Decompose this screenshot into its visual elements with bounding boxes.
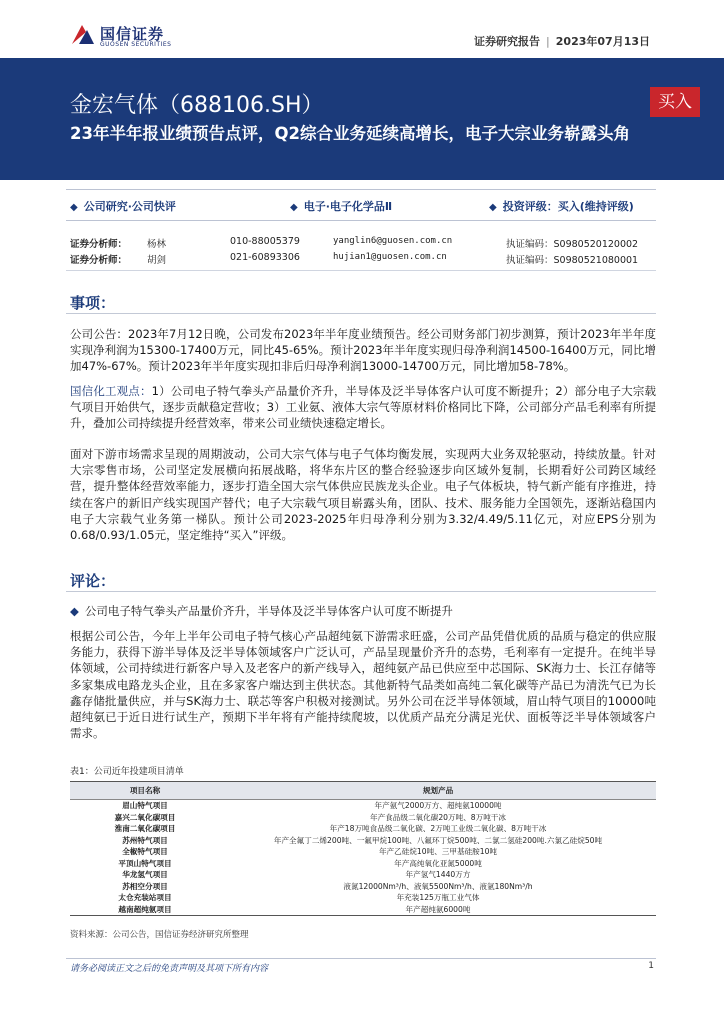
- table-row: 嘉兴二氧化碳项目 年产食品级二氧化碳20万吨、8万吨干冰: [114, 812, 506, 822]
- table-row: 越南超纯氨项目 年产超纯氨6000吨: [70, 904, 656, 916]
- analyst-row: 证券分析师： 胡剑 021-60893306 hujian1@guosen.com.cn 执证编码：S0980521080001: [70, 252, 639, 266]
- table-row: 淮南二氧化碳项目 年产18万吨食品级二氧化碳、2万吨工业级二氧化碳、8万吨干冰: [114, 824, 547, 833]
- report-type: 证券研究报告: [474, 35, 541, 48]
- table-header: 规划产品: [220, 782, 656, 800]
- report-date: 2023年07月13日: [555, 35, 650, 48]
- table-row: 苏州特气项目 年产全氟丁二烯200吨、一氟甲烷100吨、八氟环丁烷500吨、二氯二氢硅200吨.六氯乙硅烷50吨: [122, 835, 603, 845]
- table-row: 全椒特气项目 年产乙硅烷10吨、三甲基硅胺10吨: [122, 847, 498, 856]
- analyst-row: 证券分析师： 杨林 010-88005379 yanglin6@guosen.com.cn 执证编码：S0980520120002: [70, 236, 639, 250]
- category-divider-bottom: [66, 220, 656, 221]
- view-label: 国信化工观点：: [70, 384, 152, 398]
- comment-paragraph: 根据公司公告，今年上半年公司电子特气核心产品超纯氨下游需求旺盛，公司产品凭借优质的品质与稳定的供应服务能力，获得下游半导体及泛半导体领域客户广泛认可，产品呈现量价齐升的态势，毛利率有一定提升。在纯半导体领域，公司持续进行新客户导入及老客户的新产线导入，超纯氨产品已供应至中芯国际、SK海力士、长江存储等多家集成电路龙头企业，且在多家客户端达到主供状态。其他新特气品类如高纯二氧化碳等产品已为清洗气已为长鑫存储批量供应，并与SK海力士、联芯等客户积极对接测试。另外公司在泛半导体领域，眉山特气项目的10000吨超纯氨已于近日进行试生产，预期下半年将有产能持续爬坡，以优质产品充分满足光伏、面板等泛半导体领域客户需求。: [70, 629, 656, 741]
- category-rating: ◆ 投资评级：买入(维持评级): [489, 200, 634, 213]
- category-divider-top: [66, 189, 656, 190]
- report-subtitle: 23年半年报业绩预告点评，Q2综合业务延续高增长，电子大宗业务崭露头角: [70, 124, 630, 143]
- view-paragraph: 国信化工观点：1）公司电子特气拳头产品量价齐升，半导体及泛半导体客户认可度不断提升；2）部分电子大宗载气项目开始供气，逐步贡献稳定营收；3）工业氨、液体大宗气等原材料价格同比下降，公司部分产品毛利率有所提升，叠加公司持续提升经营效率，带来公司业绩快速稳定增长。: [70, 384, 656, 431]
- analyst-phone: 021-60893306: [230, 252, 300, 263]
- section-heading-comment: 评论：: [70, 572, 116, 590]
- analyst-email[interactable]: hujian1@guosen.com.cn: [333, 252, 447, 262]
- outlook-paragraph: 面对下游市场需求呈现的周期波动，公司大宗气体与电子气体均衡发展，实现两大业务双轮驱动，持续放量。针对大宗零售市场，公司坚定发展横向拓展战略，将华东片区的整合经验逐步向区域外复制，长期看好公司跨区域经营，提升整体经营效率能力，逐步打造全国大宗气体供应民族龙头企业。电子气体板块，特气新产能有序推进，持续在客户的新旧产线实现国产替代；电子大宗载气项目崭露头角，团队、技术、服务能力全国领先，逐渐站稳国内电子大宗载气业务第一梯队。预计公司2023-2025年归母净利分别为3.32/4.49/5.11亿元，对应EPS分别为0.68/0.93/1.05元，坚定维持“买入”评级。: [70, 447, 656, 543]
- table-title: 表1：公司近年投建项目清单: [70, 767, 184, 777]
- guosen-logo-icon: [70, 22, 96, 48]
- category-industry: ◆ 电子·电子化学品Ⅱ: [290, 200, 393, 213]
- table-header: 项目名称: [70, 782, 220, 800]
- diamond-icon: ◆: [290, 202, 298, 213]
- guosen-logo: [70, 22, 210, 52]
- table-row: 平顶山特气项目 年产高纯氧化亚氮5000吨: [118, 858, 482, 868]
- section-divider: [66, 591, 656, 592]
- page-number: 1: [648, 961, 654, 971]
- company-title: 金宏气体（688106.SH）: [70, 93, 324, 118]
- table-row: 苏相空分项目 液氮12000Nm³/h、液氧5500Nm³/h、液氩180Nm³/h: [122, 881, 533, 891]
- analyst-email[interactable]: yanglin6@guosen.com.cn: [333, 236, 453, 246]
- analyst-name: 杨林: [147, 239, 167, 250]
- footer-divider: [66, 958, 656, 959]
- diamond-icon: ◆: [489, 202, 497, 213]
- table-row: 眉山特气项目 年产氨气2000万方、超纯氨10000吨: [122, 801, 502, 810]
- category-company-research: ◆ 公司研究·公司快评: [70, 200, 176, 213]
- header-meta: 证券研究报告 | 2023年07月13日: [474, 35, 650, 48]
- logo-cn-text: 国信证券: [100, 25, 165, 43]
- logo-en-text: GUOSEN SECURITIES: [100, 41, 172, 48]
- rating-badge: 买入: [650, 87, 700, 117]
- project-table: [70, 781, 656, 916]
- table-row: 太仓充装站项目 年充装125万瓶工业气体: [118, 893, 480, 902]
- title-banner: [0, 58, 724, 180]
- diamond-icon: ◆: [70, 202, 78, 213]
- table-source: 资料来源：公司公告，国信证券经济研究所整理: [70, 930, 249, 940]
- diamond-icon: ◆: [70, 604, 79, 618]
- table-row: 华龙氢气项目 年产氢气1440万方: [122, 870, 471, 879]
- announcement-paragraph: 公司公告：2023年7月12日晚，公司发布2023年半年度业绩预告。经公司财务部门初步测算，预计2023年半年度实现净利润为15300-17400万元，同比45-65%。预计2023年半年度实现归母净利润14500-16400万元，同比增加47%-67%。预计2023年半年度实现扣非后归母净利润13000-14700万元，同比增加58-78%。: [70, 327, 656, 374]
- analyst-divider: [66, 270, 656, 271]
- table-header-row: [70, 782, 656, 800]
- analyst-name: 胡剑: [147, 255, 167, 266]
- section-divider: [66, 313, 656, 314]
- analyst-cert: 执证编码：S0980520120002: [506, 239, 639, 250]
- comment-bullet: ◆ 公司电子特气拳头产品量价齐升，半导体及泛半导体客户认可度不断提升: [70, 604, 453, 618]
- disclaimer-note: 请务必阅读正文之后的免责声明及其项下所有内容: [70, 964, 269, 974]
- section-heading-event: 事项：: [70, 294, 116, 312]
- analyst-cert: 执证编码：S0980521080001: [506, 255, 639, 266]
- analyst-phone: 010-88005379: [230, 236, 300, 247]
